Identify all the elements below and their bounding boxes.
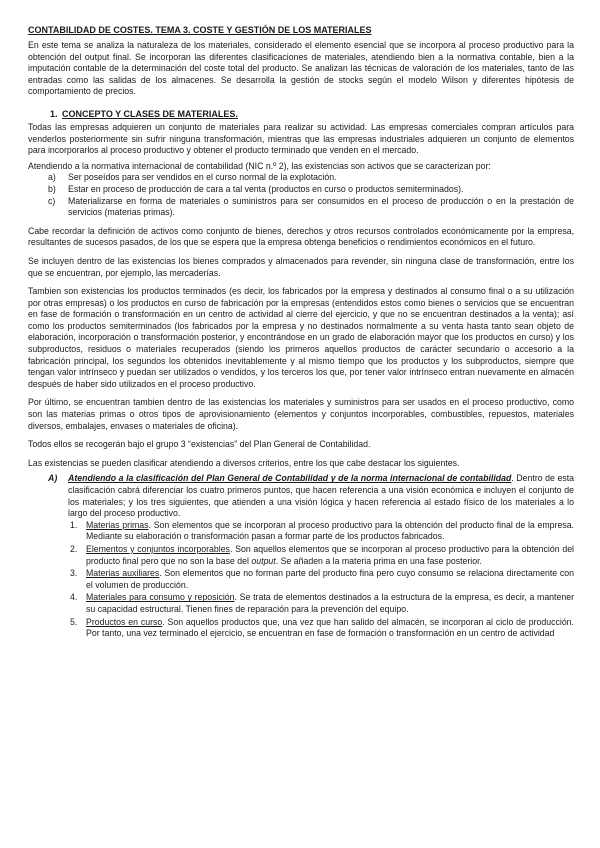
paragraph-7: Todos ellos se recogerán bajo el grupo 3 “existencias” del Plan General de Contabilidad. (28, 439, 371, 450)
list-marker: a) (48, 172, 56, 183)
paragraph-1: Todas las empresas adquieren un conjunto de materiales para realizar su actividad. Las empresas comerciales compran artículos para venderlos posteriormente sin sufrir ninguna transformación, mientras que las empresas industriales adquieren un conjunto de elementos para incorporarlos al proceso productivo y obtener el producto terminado que venden en el mercado. (28, 121, 574, 156)
section-number: 1. (50, 108, 58, 119)
subsection-marker: A) (48, 473, 58, 484)
term: Materias primas (86, 519, 149, 530)
list-item-text: Ser poseídos para ser vendidos en el curso normal de la explotación. (68, 172, 337, 183)
list-item (28, 544, 574, 567)
section-title: CONCEPTO Y CLASES DE MATERIALES (62, 108, 236, 119)
list-item (28, 520, 574, 543)
list-item (28, 184, 574, 196)
term-description: . Son elementos que se incorporan al proceso productivo para la obtención del producto final de la empresa. Mediante su elaboración o transformación pasan a formar parte de los productos fabricados. (86, 519, 574, 542)
list-marker: 2. (70, 543, 78, 554)
list-marker: c) (48, 195, 56, 206)
term: Productos en curso (86, 616, 163, 627)
list-item (28, 592, 574, 615)
term: Elementos y conjuntos incorporables (86, 543, 230, 554)
subsection-lead: Atendiendo a la clasificación del Plan General de Contabilidad y de la norma internacional de contabilidad (68, 473, 512, 484)
term: Materiales para consumo y reposición (86, 592, 235, 603)
list-marker: b) (48, 183, 56, 194)
paragraph-2: Atendiendo a la normativa internacional de contabilidad (NIC n.º 2), las existencias son activos que se caracterizan por: (28, 160, 491, 171)
paragraph-4: Se incluyen dentro de las existencias los bienes comprados y almacenados para revender, sin ninguna clase de transformación, entre los que se encuentran, por ejemplo, las mercaderías. (28, 255, 574, 278)
list-marker: 4. (70, 592, 78, 603)
term-description-end: . Se añaden a la materia prima en una fase posterior. (275, 555, 482, 566)
document-title: CONTABILIDAD DE COSTES. TEMA 3. COSTE Y GESTIÓN DE LOS MATERIALES (28, 25, 372, 35)
section-heading: 1. CONCEPTO Y CLASES DE MATERIALES. (50, 108, 238, 119)
paragraph-3: Cabe recordar la definición de activos como conjunto de bienes, derechos y otros recursos controlados económicamente por la empresa, resultantes de sucesos pasados, de los que se espera que la empresa obtenga beneficios o rendimientos económicos en el futuro. (28, 225, 574, 248)
intro-paragraph: En este tema se analiza la naturaleza de los materiales, considerado el elemento esencial que se incorpora al proceso productivo para la obtención del output final. Se incorporan las diferentes clasificaciones de materiales, atendiendo bien a la normativa contable, bien a la imputación contable de la determinación del coste total del producto. Se analizan las técnicas de valoración de los materiales, tanto de las entradas como las salidas de los almacenes. Se desarrolla la gestión de stocks según el modelo Wilson y diferentes hipótesis de comportamiento de precios. (28, 40, 574, 97)
term-description: . Se trata de elementos destinados a la estructura de la empresa, es decir, a mantener su capacidad estructural. Tienen fines de reparación para la prevención del equipo. (86, 592, 574, 614)
paragraph-8: Las existencias se pueden clasificar atendiendo a diversos criterios, entre los que cabe destacar los siguientes. (28, 457, 460, 468)
list-item-text: Materializarse en forma de materiales o suministros para ser consumidos en el proceso de producción o en la prestación de servicios (materias primas). (68, 195, 574, 218)
term: Materias auxiliares (86, 568, 160, 579)
material-types-list (28, 520, 574, 640)
paragraph-6: Por último, se encuentran tambien dentro de las existencias los materiales y suministros para ser usados en el proceso productivo, como son las materias primas o otros tipos de aprovisionamiento (elementos y conjuntos incorporables, combustibles, repuestos, materiales diversos, embalajes, envases o materiales de oficina). (28, 397, 574, 431)
list-item (28, 196, 574, 219)
list-item-text: Estar en proceso de producción de cara a tal venta (productos en curso o productos semiterminados). (68, 183, 464, 194)
term-description: . Son elementos que no forman parte del producto fina pero cuyo consumo se relaciona directamente con el volumen de producción. (86, 568, 574, 590)
document-page (28, 24, 574, 641)
list-item (28, 568, 574, 591)
characteristics-list (28, 172, 574, 218)
list-marker: 1. (70, 519, 78, 530)
term-description: . Son aquellos productos que, una vez que han salido del almacén, se incorporan al ciclo de producción. Por tanto, una vez terminado el ejercicio, se encuentran en fase de formación o transformación en un centro de actividad (86, 616, 574, 639)
italic-term: output (251, 555, 276, 566)
subsection-a (28, 473, 574, 519)
list-item (28, 172, 574, 184)
list-marker: 3. (70, 568, 78, 579)
term-description: . Son aquellos elementos que se incorporan al proceso productivo para la obtención del producto final pero que no son la base del (86, 543, 574, 566)
list-marker: 5. (70, 616, 78, 627)
list-item (28, 617, 574, 640)
paragraph-5: Tambien son existencias los productos terminados (es decir, los fabricados por la empresa y destinados al consumo final o a su utilización por otras empresas) o los productos en curso de fabricación por la empresas (entendidos estos como bienes o servicios que se encuentran en fase de formación o transformación en un centro de actividad al cierre del ejercicio, y que no se encuentran destinados a la venta); así como los productos semiterminados (los fabricados por la empresa y no destinados normalmente a su venta hasta tanto sean objeto de elaboración, incorporación o transformación posterior, y encontrándose en un grado de elaboración mayor que los productos en curso) y los subproductos, residuos o materiales recuperados (siendo los primeros aquellos productos de carácter secundario o accesorio a la fabricación principal, los segundos los obtenidos inevitablemente y al mismo tiempo que los productos y los subproductos, siempre que tengan valor intrínseco y puedan ser utilizados o vendidos, y los terceros los que, por tener valor intrínseco entran nuevamente en almacén después de haber sido utilizados en el proceso productivo. (28, 286, 574, 389)
subsection-text: . Dentro de esta clasificación cabrá diferenciar los cuatro primeros puntos, que hacen referencia a una visión económica e incluyen el conjunto de los materiales; y los tres siguientes, que atienden a una visión lógica y hacen referencia al estado físico de los materiales a lo largo del proceso productivo. (68, 473, 574, 519)
